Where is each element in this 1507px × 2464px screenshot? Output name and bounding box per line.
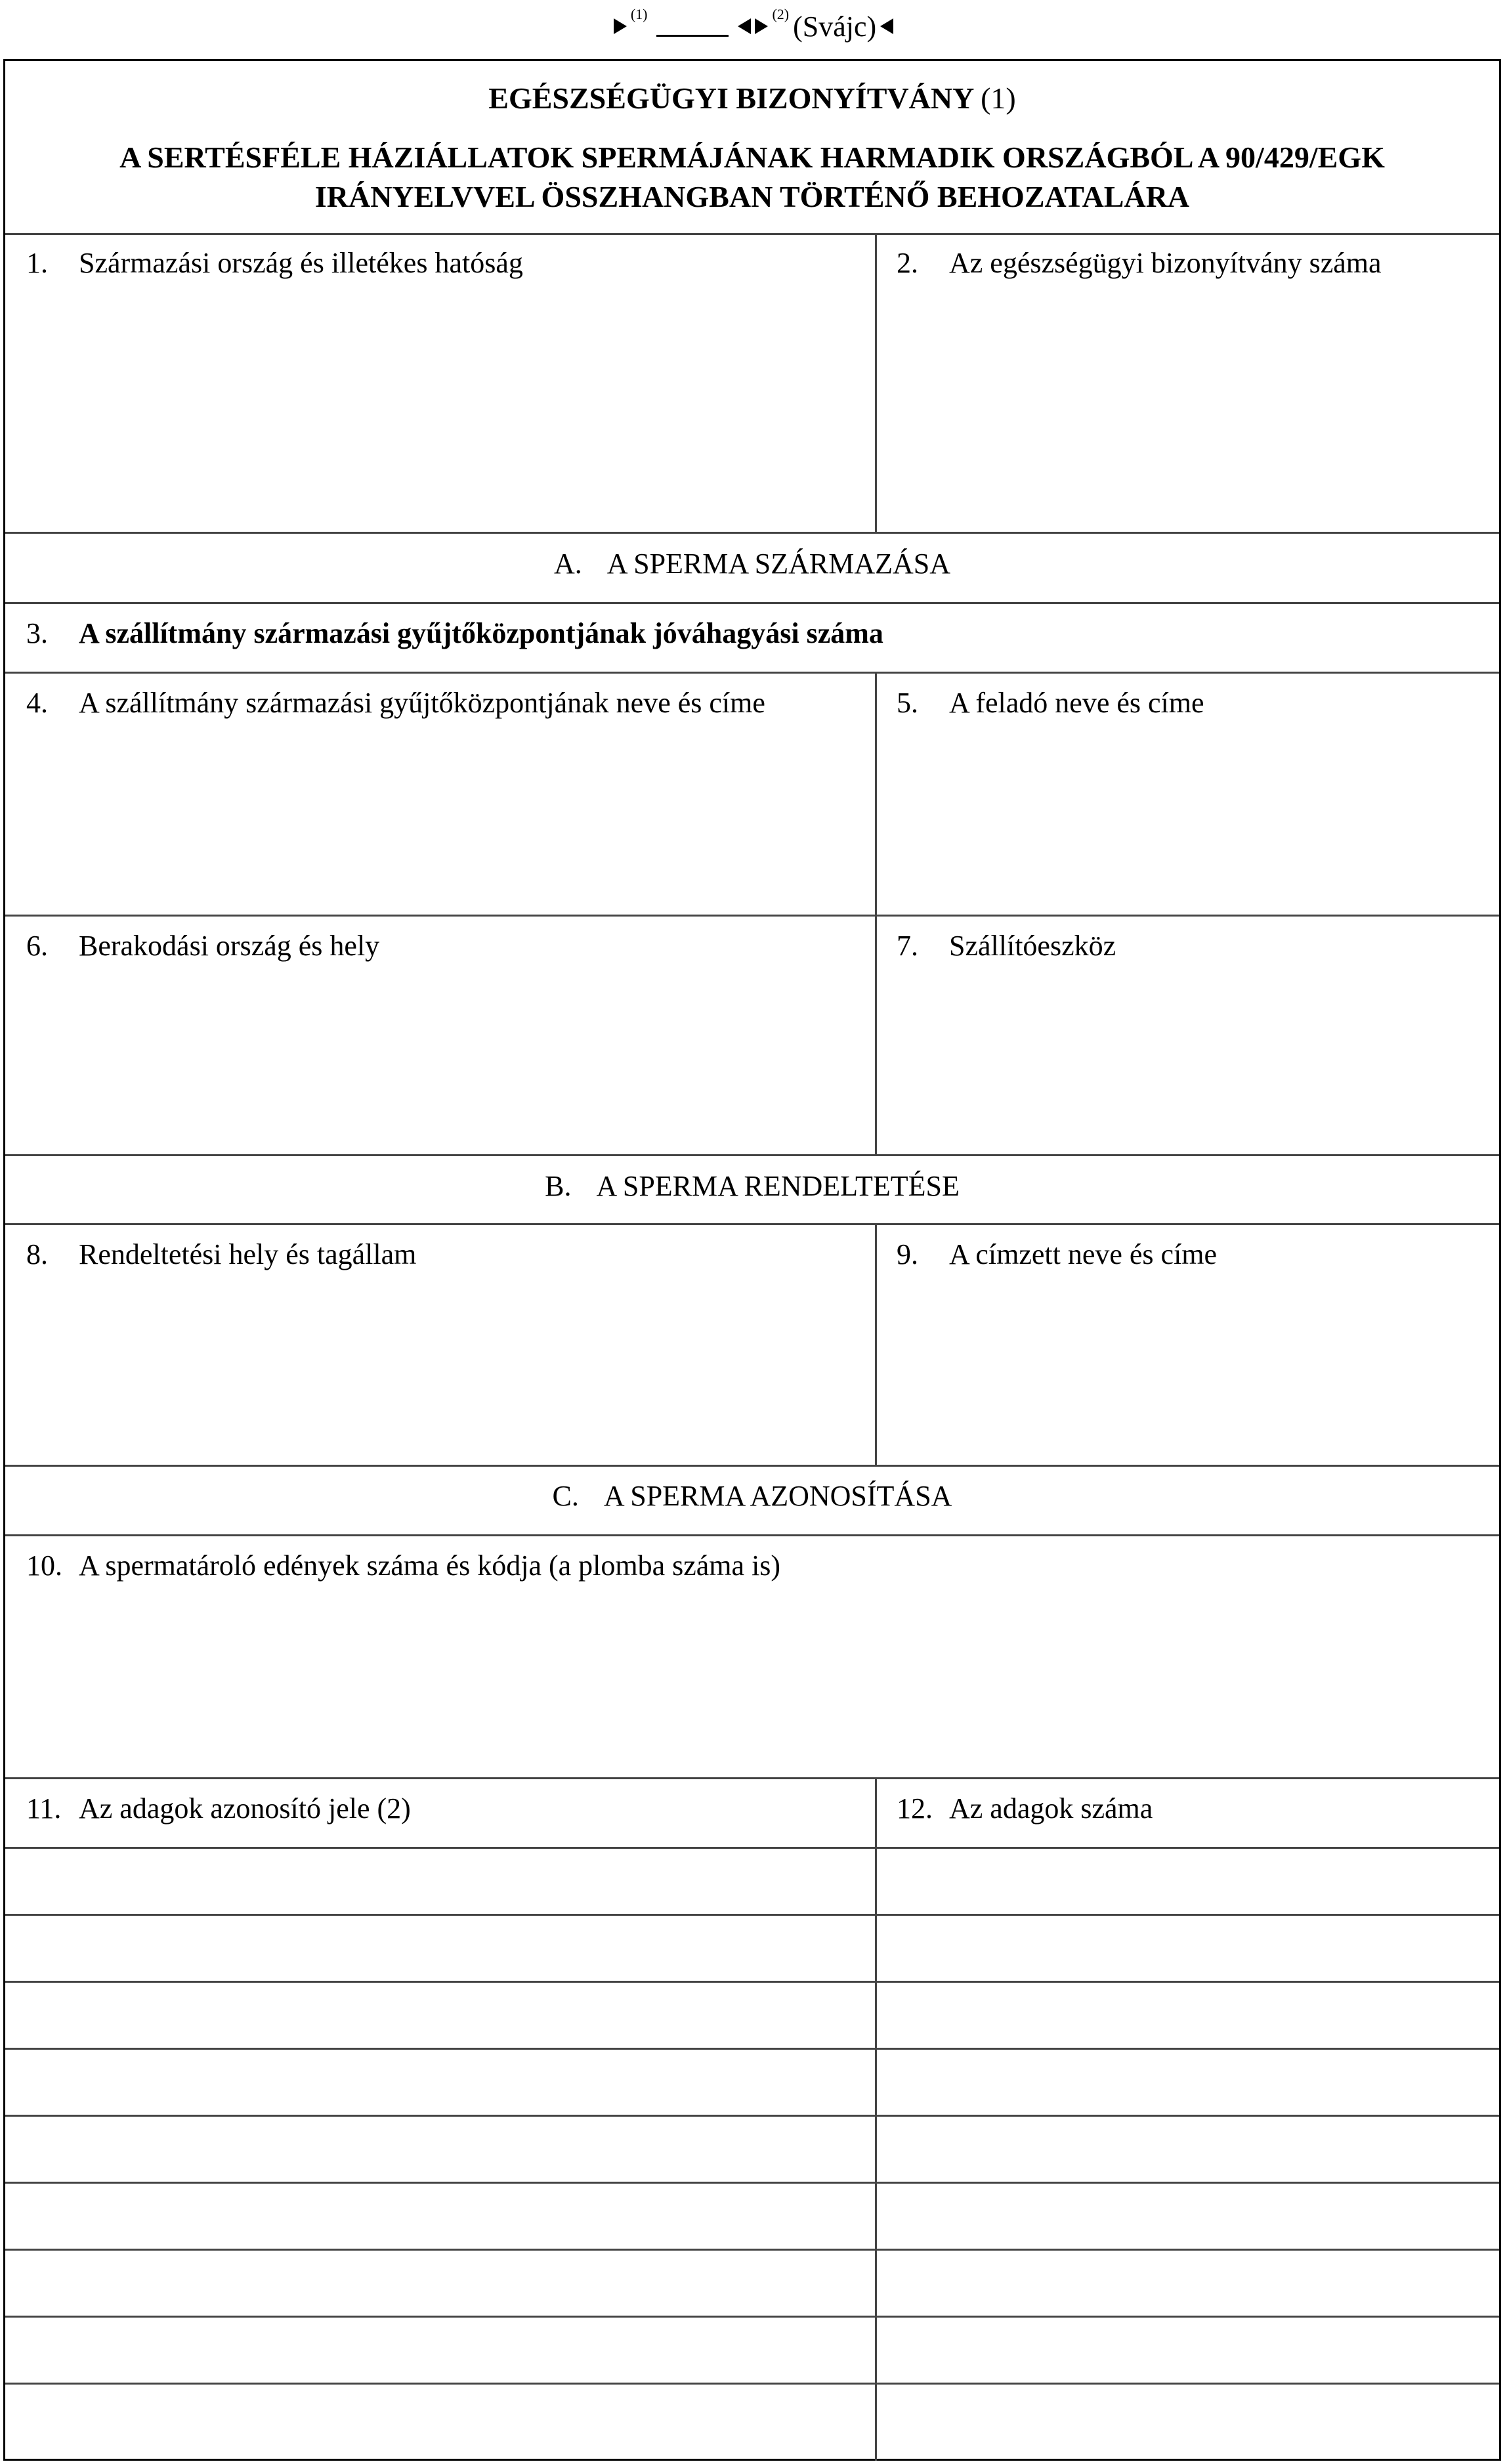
table-row-line (5, 2383, 1499, 2385)
certificate-subtitle-line2: IRÁNYELVVEL ÖSSZHANGBAN TÖRTÉNŐ BEHOZATALÁRA (314, 180, 1190, 213)
certificate-form (3, 59, 1501, 2461)
field-1: 1. Származási ország és illetékes hatóság (26, 247, 523, 279)
field-3: 3. A szállítmány származási gyűjtőközpontjának jóváhagyási száma (26, 617, 883, 649)
certificate-title (5, 79, 1499, 118)
divider (5, 532, 1499, 534)
divider (5, 1534, 1499, 1536)
start-arrow-icon (614, 18, 627, 34)
end-arrow-icon (880, 18, 893, 34)
field-11: 11. Az adagok azonosító jele (2) (26, 1792, 411, 1825)
start-arrow-icon (755, 18, 768, 34)
divider (5, 1223, 1499, 1225)
field-6: 6. Berakodási ország és hely (26, 930, 380, 962)
deleted-text-line (656, 16, 729, 37)
divider (5, 1777, 1499, 1779)
column-divider (875, 1223, 877, 1465)
amendment-marker (0, 0, 1507, 53)
field-8: 8. Rendeltetési hely és tagállam (26, 1238, 417, 1270)
section-b-heading: B. A SPERMA RENDELTETÉSE (545, 1170, 960, 1202)
field-2: 2. Az egészségügyi bizonyítvány száma (897, 247, 1382, 279)
column-divider (875, 915, 877, 1154)
end-arrow-icon (738, 18, 751, 34)
field-12: 12. Az adagok száma (897, 1792, 1153, 1825)
column-divider (875, 672, 877, 915)
divider (5, 1154, 1499, 1156)
divider (5, 233, 1499, 235)
footnote-marker-1: (1) (630, 6, 648, 22)
title-footnote-ref: (1) (981, 81, 1016, 115)
title-text: EGÉSZSÉGÜGYI BIZONYÍTVÁNY (488, 81, 973, 115)
table-row-line (5, 2048, 1499, 2050)
divider (5, 672, 1499, 674)
divider (5, 602, 1499, 604)
field-5: 5. A feladó neve és címe (897, 687, 1204, 719)
column-divider (875, 233, 877, 532)
field-10: 10. A spermatároló edények száma és kódja (a plomba száma is) (26, 1549, 781, 1582)
section-c-heading: C. A SPERMA AZONOSÍTÁSA (552, 1480, 952, 1512)
table-row-line (5, 2316, 1499, 2318)
table-row-line (5, 1847, 1499, 1849)
section-a-heading: A. A SPERMA SZÁRMAZÁSA (553, 548, 951, 580)
footnote-marker-2: (2) (772, 6, 790, 22)
field-9: 9. A címzett neve és címe (897, 1238, 1218, 1270)
divider (5, 1465, 1499, 1467)
table-row-line (5, 1981, 1499, 1983)
field-4: 4. A szállítmány származási gyűjtőközpontjának neve és címe (26, 687, 765, 719)
country-name: (Svájc) (793, 10, 877, 43)
certificate-subtitle-line1: A SERTÉSFÉLE HÁZIÁLLATOK SPERMÁJÁNAK HARMADIK ORSZÁGBÓL A 90/429/EGK (119, 140, 1385, 174)
column-divider (875, 1777, 877, 2461)
table-row-line (5, 2115, 1499, 2117)
table-row-line (5, 2182, 1499, 2184)
table-row-line (5, 2249, 1499, 2251)
table-row-line (5, 1914, 1499, 1916)
divider (5, 915, 1499, 917)
field-7: 7. Szállítóeszköz (897, 930, 1116, 962)
